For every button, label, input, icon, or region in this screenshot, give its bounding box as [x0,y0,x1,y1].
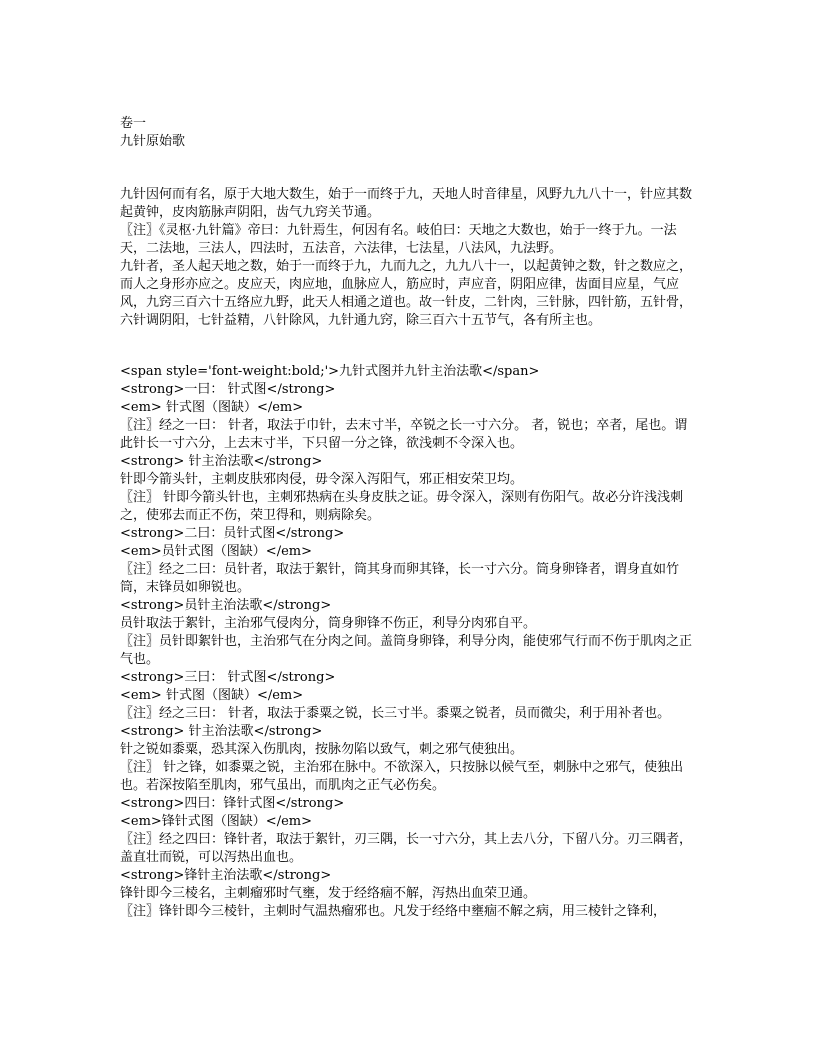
intro-verse: 九针因何而有名，原于大地大数生，始于一而终于九，天地人时音律星，风野九九八十一，针应其数起黄钟，皮肉筋脉声阴阳，齿气九窍关节通。 [120,187,693,220]
needle-3-song: 针之锐如黍粟，恐其深入伤肌肉，按脉勿陷以致气，刺之邪气使独出。 [120,742,524,757]
chapter-title: 九针原始歌 [120,134,186,149]
needle-2-song-annotation: 〖注〗员针即絮针也，主治邪气在分肉之间。盖筒身卵锋，利导分肉，能使邪气行而不伤于肌肉之正气也。 [120,634,693,667]
intro-explanation: 九针者，圣人起天地之数，始于一而终于九，九而九之，九九八十一，以起黄钟之数，针之数应之，而人之身形亦应之。皮应天，肉应地，血脉应人，筋应时，声应音，阴阳应律，齿面目应星，气应风，九窍三百六十五络应九野，此天人相通之道也。故一针皮，二针肉，三针脉，四针筋，五针骨，六针调阴阳，七针益精，八针除风，九针通九窍，除三百六十五节气，各有所主也。 [120,259,693,328]
needle-3-annotation: 〖注〗经之三曰： 针者，取法于黍粟之锐，长三寸半。黍粟之锐者，员而微尖，利于用补者也。 [120,706,671,721]
needle-2-song-heading: <strong>员针主治法歌</strong> [120,598,332,613]
needle-1-annotation: 〖注〗经之一曰： 针者，取法于巾针，去末寸半，卒锐之长一寸六分。 者，锐也；卒者，尾也。谓此针长一寸六分，上去末寸半，下只留一分之锋，欲浅刺不令深入也。 [120,418,688,451]
needle-4-heading: <strong>四曰：锋针式图</strong> [120,796,345,811]
needle-4-song-annotation: 〖注〗锋针即今三棱针，主刺时气温热瘤邪也。凡发于经络中壅痼不解之病，用三棱针之锋利， [120,904,667,919]
needle-2-figure-caption: <em>员针式图（图缺）</em> [120,544,312,559]
needle-3-heading: <strong>三曰： 针式图</strong> [120,670,336,685]
needle-1-song: 针即今箭头针，主刺皮肤邪肉侵，毋令深入泻阳气，邪正相安荣卫均。 [120,472,524,487]
needle-4-figure-caption: <em>锋针式图（图缺）</em> [120,814,312,829]
needle-2-heading: <strong>二曰：员针式图</strong> [120,526,345,541]
needle-1-heading: <strong>一曰： 针式图</strong> [120,382,336,397]
needle-4-song-heading: <strong>锋针主治法歌</strong> [120,868,332,883]
section-heading-raw: <span style='font-weight:bold;'>九针式图并九针主治法歌</span> [120,364,540,379]
spacer [120,330,700,363]
needle-3-figure-caption: <em> 针式图（图缺）</em> [120,688,304,703]
intro-annotation: 〖注〗《灵枢·九针篇》帝曰：九针焉生，何因有名。岐伯曰：天地之大数也，始于一终于九。一法天，二法地，三法人，四法时，五法音，六法律，七法星，八法风，九法野。 [120,223,677,256]
document-page [120,115,700,921]
needle-3-song-heading: <strong> 针主治法歌</strong> [120,724,323,739]
needle-1-song-heading: <strong> 针主治法歌</strong> [120,454,323,469]
needle-1-figure-caption: <em> 针式图（图缺）</em> [120,400,304,415]
needle-4-song: 锋针即今三棱名，主刺瘤邪时气壅，发于经络痼不解，泻热出血荣卫通。 [120,886,537,901]
needle-3-song-annotation: 〖注〗 针之锋，如黍粟之锐，主治邪在脉中。不欲深入，只按脉以候气至，刺脉中之邪气，使独出也。若深按陷至肌肉，邪气虽出，而肌肉之正气必伤矣。 [120,760,684,793]
needle-1-song-annotation: 〖注〗 针即今箭头针也，主刺邪热病在头身皮肤之证。毋令深入，深则有伤阳气。故必分许浅浅刺之，使邪去而正不伤，荣卫得和，则病除矣。 [120,490,684,523]
volume-label: 卷一 [120,116,147,131]
spacer [120,151,700,186]
needle-2-annotation: 〖注〗经之二曰：员针者，取法于絮针，筒其身而卵其锋，长一寸六分。筒身卵锋者，谓身直如竹筒，末锋员如卵锐也。 [120,562,680,595]
needle-4-annotation: 〖注〗经之四曰：锋针者，取法于絮针，刃三隅，长一寸六分，其上去八分，下留八分。刃三隅者，盖直壮而锐，可以泻热出血也。 [120,832,693,865]
needle-2-song: 员针取法于絮针，主治邪气侵肉分，筒身卵锋不伤正，利导分肉邪自平。 [120,616,537,631]
